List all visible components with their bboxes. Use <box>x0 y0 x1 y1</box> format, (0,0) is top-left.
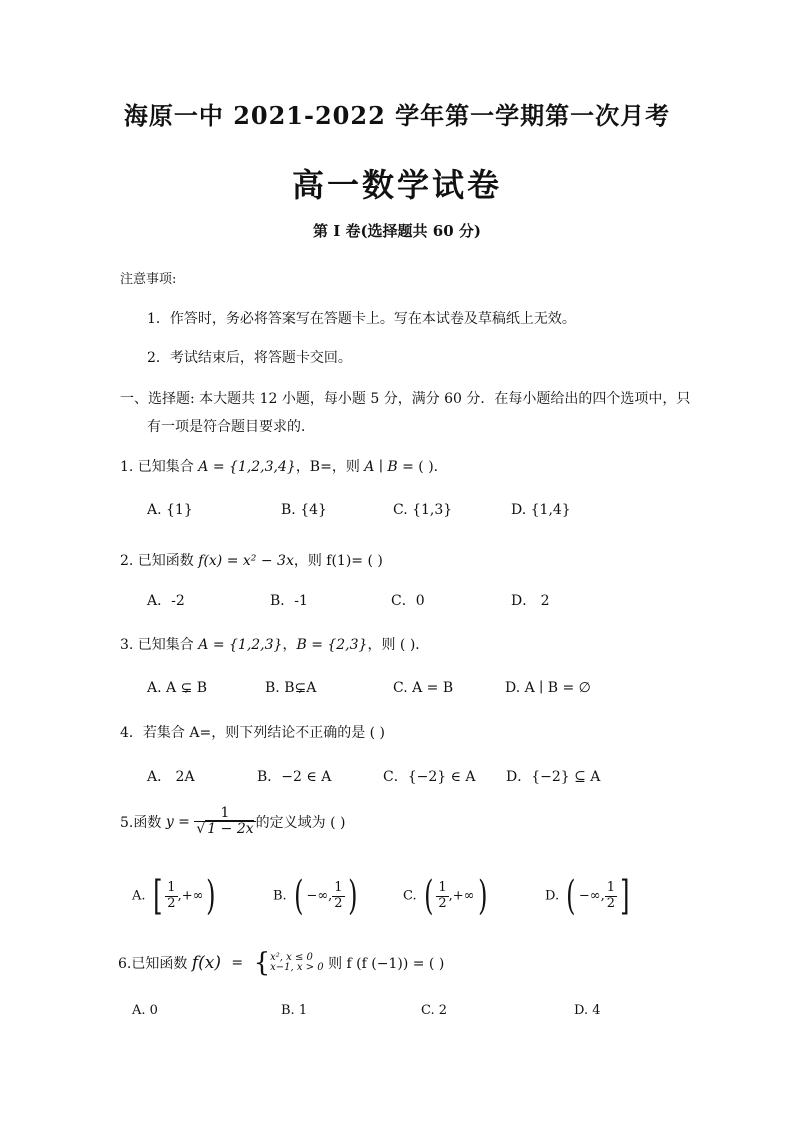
q6-prefix: 6.已知函数 <box>118 956 192 972</box>
part1-instruction-line2: 有一项是符合题目要求的． <box>147 419 315 435</box>
q1-expression: A ∣ B <box>364 459 398 475</box>
q4-option-c: C．{−2} ∈ A <box>383 769 476 785</box>
exam-title: 海原一中 2021-2022 学年第一学期第一次月考 <box>123 101 671 130</box>
q5-option-c-left-bracket: ( <box>423 873 434 919</box>
q5-option-b-den: 2 <box>334 895 343 911</box>
q5-option-b-left-bracket: ( <box>293 873 304 919</box>
q5-option-c-den: 2 <box>438 895 447 911</box>
q4-option-b: B．−2 ∈ A <box>257 769 332 785</box>
q6-brace: { <box>253 948 271 978</box>
q1-suffix: = ( )． <box>397 459 448 475</box>
q2-option-c: C．0 <box>391 593 425 609</box>
q2-suffix: ，则 f(1)= ( ) <box>293 553 383 569</box>
q3-prefix: 3. 已知集合 <box>120 637 199 653</box>
q2-option-b: B．-1 <box>270 593 308 609</box>
q4-option-a: A． 2A <box>147 769 195 785</box>
q2-expression: f(x) = x² − 3x <box>198 553 294 569</box>
q1-option-c: C. {1,3} <box>393 502 453 518</box>
q5-option-b-right-bracket: ) <box>347 873 358 919</box>
question-6 <box>118 950 444 976</box>
q5-option-b-head: −∞, <box>306 888 333 904</box>
q5-suffix: 的定义域为 ( ) <box>255 814 346 831</box>
note-item-1: 1．作答时，务必将答案写在答题卡上。写在本试卷及草稿纸上无效。 <box>147 311 576 327</box>
q5-option-b <box>273 873 360 919</box>
q5-radicand: 1 − 2x <box>207 821 254 838</box>
q5-option-d-fraction <box>605 881 617 911</box>
q5-option-b-num: 1 <box>334 880 343 896</box>
q6-option-c: C. 2 <box>421 1003 448 1018</box>
q5-numerator: 1 <box>220 805 230 821</box>
q1-option-a: A. {1} <box>147 502 193 518</box>
q2-option-a: A．-2 <box>147 593 185 609</box>
q6-function: f(x) <box>191 953 221 973</box>
q5-option-d-left-bracket: ( <box>566 873 576 919</box>
q6-case-1: x², x ≤ 0 <box>270 951 313 963</box>
q3-option-d: D. A ∣ B = ∅ <box>505 680 591 696</box>
question-4: 4．若集合 A=，则下列结论不正确的是 ( ) <box>120 725 386 741</box>
q3-separator: ， <box>282 637 297 653</box>
q2-option-d: D． 2 <box>511 593 550 609</box>
q3-set-b: B = {2,3} <box>296 637 368 653</box>
q3-suffix: ，则 ( )． <box>367 637 430 653</box>
q6-suffix: 则 f (f (−1)) = ( ) <box>323 956 445 972</box>
q5-option-b-label: B. <box>273 888 287 904</box>
q6-option-b: B. 1 <box>281 1003 308 1018</box>
q3-option-c: C. A = B <box>393 680 454 696</box>
question-5 <box>120 806 345 838</box>
q5-option-c-num: 1 <box>438 880 447 896</box>
q3-option-a: A. A ⊊ B <box>147 680 208 696</box>
q6-case-2: x−1, x > 0 <box>270 962 324 973</box>
q3-set-a: A = {1,2,3} <box>198 637 283 653</box>
q5-option-a-left-bracket: [ <box>152 873 163 919</box>
q6-option-a: A. 0 <box>132 1003 158 1018</box>
q5-fraction <box>194 806 255 838</box>
question-2 <box>120 550 383 570</box>
q5-option-c <box>403 873 490 919</box>
q5-option-d-num: 1 <box>606 880 615 896</box>
q5-option-b-fraction <box>332 881 344 911</box>
notes-heading: 注意事项: <box>120 272 177 287</box>
q1-prefix: 1. 已知集合 <box>120 459 199 475</box>
section-header: 第 I 卷(选择题共 60 分) <box>313 222 481 240</box>
q1-option-d: D. {1,4} <box>511 502 571 518</box>
exam-subtitle: 高一数学试卷 <box>291 166 502 204</box>
q5-option-d-right-bracket: ] <box>620 873 630 919</box>
q5-option-c-fraction <box>436 881 448 911</box>
q2-prefix: 2. 已知函数 <box>120 553 199 569</box>
q5-option-a-tail: ,+∞ <box>177 888 204 904</box>
q6-piecewise <box>270 953 323 974</box>
q5-option-a-den: 2 <box>167 895 176 911</box>
q5-option-a-fraction <box>165 881 177 911</box>
note-item-2: 2．考试结束后，将答题卡交回。 <box>147 350 352 366</box>
q1-set-a: A = {1,2,3,4} <box>198 459 296 475</box>
q5-option-a-label: A. <box>132 888 146 904</box>
q5-option-d-head: −∞, <box>578 888 605 904</box>
q6-option-d: D. 4 <box>574 1003 601 1018</box>
q5-prefix: 5.函数 <box>120 814 166 831</box>
q5-option-a <box>132 873 219 919</box>
q5-option-c-label: C. <box>403 888 417 904</box>
q5-option-a-num: 1 <box>167 880 176 896</box>
q5-option-c-right-bracket: ) <box>477 873 488 919</box>
q1-mid: ，B=，则 <box>295 459 365 475</box>
question-3 <box>120 634 429 654</box>
q5-option-d <box>545 873 633 919</box>
part1-instruction-line1: 一、选择题: 本大题共 12 小题，每小题 5 分，满分 60 分．在每小题给出的四个选项中，只 <box>120 391 691 407</box>
q5-lhs: y = <box>165 813 190 830</box>
q5-option-d-den: 2 <box>606 895 615 911</box>
q1-option-b: B. {4} <box>281 502 327 518</box>
q6-equals: = <box>226 955 248 971</box>
q3-option-b: B. B⊊A <box>265 680 317 696</box>
question-1 <box>120 456 448 476</box>
q4-option-d: D．{−2} ⊆ A <box>506 769 601 785</box>
q5-option-a-right-bracket: ) <box>206 873 216 919</box>
q5-option-d-label: D. <box>545 888 560 904</box>
q5-denominator: √ 1 − 2x <box>196 821 254 838</box>
q5-option-c-tail: ,+∞ <box>448 888 475 904</box>
